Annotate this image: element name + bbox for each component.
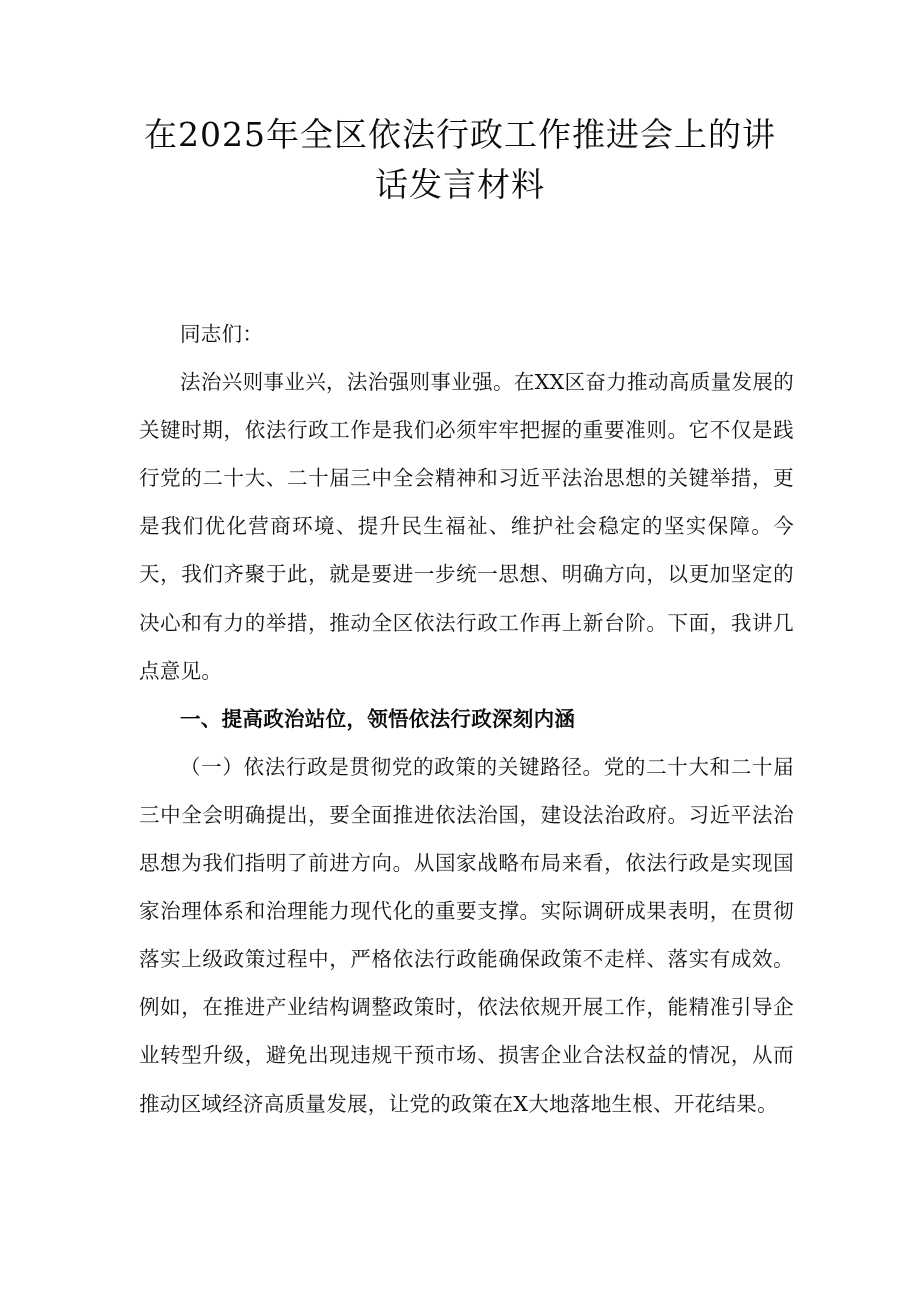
salutation: 同志们： xyxy=(180,322,264,346)
paragraph-section-1-1: （一）依法行政是贯彻党的政策的关键路径。党的二十大和二十届三中全会明确提出，要全面推进依法治国，建设法治政府。习近平法治思想为我们指明了前进方向。从国家战略布局来看，依法行政是实现国家治理体系和治理能力现代化的重要支撑。实际调研成果表明，在贯彻落实上级政策过程中，严格依法行政能确保政策不走样、落实有成效。例如，在推进产业结构调整政策时，依法依规开展工作，能精准引导企业转型升级，避免出现违规干预市场、损害企业合法权益的情况，从而推动区域经济高质量发展，让党的政策在X大地落地生根、开花结果。 xyxy=(139,754,794,1116)
document-title xyxy=(120,110,800,210)
title-line-1: 在2025年全区依法行政工作推进会上的讲 xyxy=(144,115,776,154)
document-body xyxy=(139,310,794,1128)
paragraph-intro: 法治兴则事业兴，法治强则事业强。在XX区奋力推动高质量发展的关键时期，依法行政工作是我们必须牢牢把握的重要准则。它不仅是践行党的二十大、二十届三中全会精神和习近平法治思想的关键举措，更是我们优化营商环境、提升民生福祉、维护社会稳定的坚实保障。今天，我们齐聚于此，就是要进一步统一思想、明确方向，以更加坚定的决心和有力的举措，推动全区依法行政工作再上新台阶。下面，我讲几点意见。 xyxy=(139,370,794,683)
section-heading-1: 一、提高政治站位，领悟依法行政深刻内涵 xyxy=(180,706,576,731)
title-line-2: 话发言材料 xyxy=(375,165,545,204)
